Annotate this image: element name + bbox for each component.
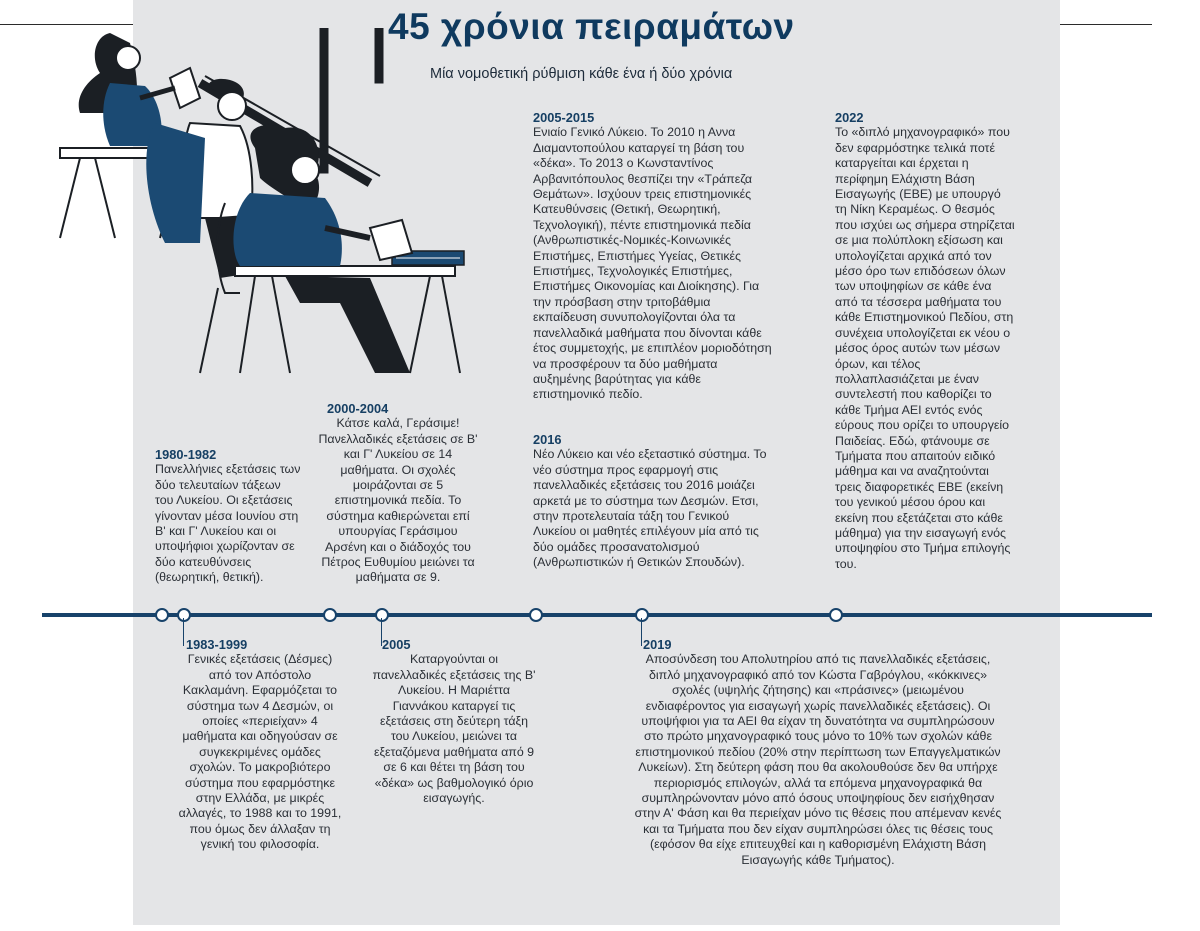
- entry-2000: [318, 401, 478, 586]
- timeline-dot-1983: [177, 608, 191, 622]
- timeline-dot-2005: [375, 608, 389, 622]
- entry-year: 2019: [643, 637, 672, 652]
- entry-2019: [632, 637, 1004, 868]
- top-rule-right: [1060, 24, 1152, 25]
- entry-2005-2015: [533, 110, 773, 403]
- entry-2022: [835, 110, 1015, 572]
- entry-2005: [372, 637, 536, 806]
- entry-1980: [155, 447, 302, 586]
- students-illustration: [40, 28, 480, 378]
- page-title: 45 χρόνια πειραμάτων: [388, 6, 795, 47]
- entry-year: 2005-2015: [533, 110, 595, 125]
- entry-text: Γενικές εξετάσεις (Δέσμες) από τον Απόστολο Κακλαμάνη. Εφαρμόζεται το σύστημα των 4 Δεσμών, οι οποίες «περιείχαν» 4 μαθήματα και οδηγούσαν σε συγκεκριμένες ομάδες σχολών. Το μακροβιότερο σύστημα που εφαρμόστηκε στην Ελλάδα, με μικρές αλλαγές, το 1988 και το 1991, που όμως δεν άλλαξαν τη γενική του φιλοσοφία.: [178, 652, 342, 852]
- entry-text: Ενιαίο Γενικό Λύκειο. Το 2010 η Αννα Διαμαντοπούλου καταργεί τη βάση του «δέκα». Το 2013 ο Κωνσταντίνος Αρβανιτόπουλος θεσπίζει την «Τράπεζα Θεμάτων». Ισχύουν τρεις επιστημονικές Κατευθύνσεις (Θετική, Θεωρητική, Τεχνολογική), πέντε επιστημονικά πεδία (Ανθρωπιστικές-Νομικές-Κοινωνικές Επιστήμες, Επιστήμες Υγείας, Θετικές Επιστήμες, Τεχνολογικές Επιστήμες, Επιστήμες Οικονομίας και Διοίκησης). Για την πρόσβαση στην τριτοβάθμια εκπαίδευση συνυπολογίζονται όλα τα πανελλαδικά μαθήματα που δίνονται κάθε έτος συμμετοχής, με επιπλέον μοριοδότηση να προσφέρουν τα δύο μαθήματα αυξημένης βαρύτητας για κάθε επιστημονικό πεδίο.: [533, 125, 772, 402]
- top-rule-left: [0, 24, 133, 25]
- timeline-dot-2005-2015: [529, 608, 543, 622]
- timeline-bar: [42, 613, 1152, 617]
- page-subtitle: Μία νομοθετική ρύθμιση κάθε ένα ή δύο χρόνια: [430, 66, 733, 82]
- entry-text: Το «διπλό μηχανογραφικό» που δεν εφαρμόστηκε τελικά ποτέ καταργείται και έρχεται η περίφημη Ελάχιστη Βάση Εισαγωγής (ΕΒΕ) με υπουργό τη Νίκη Κεραμέως. Ο θεσμός που ισχύει ως σήμερα στηρίζεται σε μια πολύπλοκη εξίσωση και υπολογίζεται αρχικά από τον μέσο όρο των επιδόσεων όλων των υποψηφίων σε κάθε ένα από τα τέσσερα μαθήματα του κάθε Επιστημονικού Πεδίου, στη συνέχεια υπολογίζεται εκ νέου ο μέσος όρος αυτών των μέσων όρων, και τέλος πολλαπλασιάζεται με έναν συντελεστή που καθορίζει το κάθε Τμήμα ΑΕΙ εντός ενός εύρους που ορίζει το υπουργείο Παιδείας. Εδώ, φτάνουμε σε Τμήματα που απαιτούν ειδικό μάθημα και να αναζητούνται τρεις διαφορετικές ΕΒΕ (εκείνη του γενικού μέσου όρου και εκείνη που εξετάζεται στο κάθε μάθημα) για την εισαγωγή ενός υποψηφίου στο Τμήμα επιλογής του.: [835, 125, 1015, 571]
- entry-year: 1980-1982: [155, 447, 217, 462]
- entry-year: 2022: [835, 110, 864, 125]
- entry-text: Καταργούνται οι πανελλαδικές εξετάσεις της Β' Λυκείου. Η Μαριέττα Γιαννάκου καταργεί τις εξετάσεις στη δεύτερη τάξη του Λυκείου, μειώνει τα εξεταζόμενα μαθήματα από 9 σε 6 και θέτει τη βάση του «δέκα» ως βαθμολογικό όριο εισαγωγής.: [372, 652, 536, 806]
- student-back-graphic: [79, 33, 200, 146]
- entry-2016: [533, 432, 773, 571]
- entry-year: 2005: [382, 637, 411, 652]
- timeline-dot-1980: [155, 608, 169, 622]
- entry-text: Νέο Λύκειο και νέο εξεταστικό σύστημα. Το νέο σύστημα προς εφαρμογή στις πανελλαδικές εξετάσεις του 2016 μοιάζει αρκετά με το σύστημα των Δεσμών. Ετσι, στην προτελευταία τάξη του Γενικού Λυκείου οι μαθητές επιλέγουν μία από τις δύο ομάδες προσανατολισμού (Ανθρωπιστικών ή Θετικών Σπουδών).: [533, 447, 767, 570]
- entry-year: 1983-1999: [186, 637, 248, 652]
- timeline-dot-2019: [635, 608, 649, 622]
- entry-year: 2016: [533, 432, 562, 447]
- entry-year: 2000-2004: [327, 401, 389, 416]
- timeline-dot-2000: [323, 608, 337, 622]
- entry-1983: [175, 637, 345, 853]
- entry-text: Αποσύνδεση του Απολυτηρίου από τις πανελλαδικές εξετάσεις, διπλό μηχανογραφικό από τον Κώστα Γαβρόγλου, «κόκκινες» σχολές (υψηλής ζήτησης) και «πράσινες» (μειωμένου ενδιαφέροντος για εισαγωγή χωρίς πανελλαδικές εξετάσεις). Οι υποψήφιοι για τα ΑΕΙ θα είχαν τη δυνατότητα να συμπληρώσουν στο πρώτο μηχανογραφικό τους μόνο το 10% των σχολών κάθε επιστημονικού πεδίου (20% στην περίπτωση των Επαγγελματικών Λυκείων). Στη δεύτερη φάση που θα ακολουθούσε δεν θα υπήρχε περιορισμός επιλογών, αλλά τα επόμενα μηχανογραφικά θα συμπληρώνονταν μόνο από όσους υποψηφίους δεν εισήχθησαν στην Α' Φάση και θα περιείχαν μόνο τις θέσεις που απέμεναν κενές και τα Τμήματα που δεν είχαν συμπληρώσει όλες τις θέσεις τους (εφόσον θα είχε επιτευχθεί και η καθορισμένη Ελάχιστη Βάση Εισαγωγής κάθε Τμήματος).: [634, 652, 1002, 867]
- entry-text: Κάτσε καλά, Γεράσιμε! Πανελλαδικές εξετάσεις σε Β' και Γ' Λυκείου σε 14 μαθήματα. Οι σχολές μοιράζονται σε 5 επιστημονικά πεδία. Το σύστημα καθιερώνεται επί υπουργίας Γεράσιμου Αρσένη και ο διάδοχός του Πέτρος Ευθυμίου μειώνει τα μαθήματα σε 9.: [318, 416, 478, 585]
- entry-text: Πανελλήνιες εξετάσεις των δύο τελευταίων τάξεων του Λυκείου. Οι εξετάσεις γίνονταν μέσα Ιουνίου στη Β' και Γ' Λυκείου και οι υποψήφιοι χωρίζονταν σε δύο κατευθύνσεις (θεωρητική, θετική).: [155, 462, 301, 585]
- timeline-dot-2022: [829, 608, 843, 622]
